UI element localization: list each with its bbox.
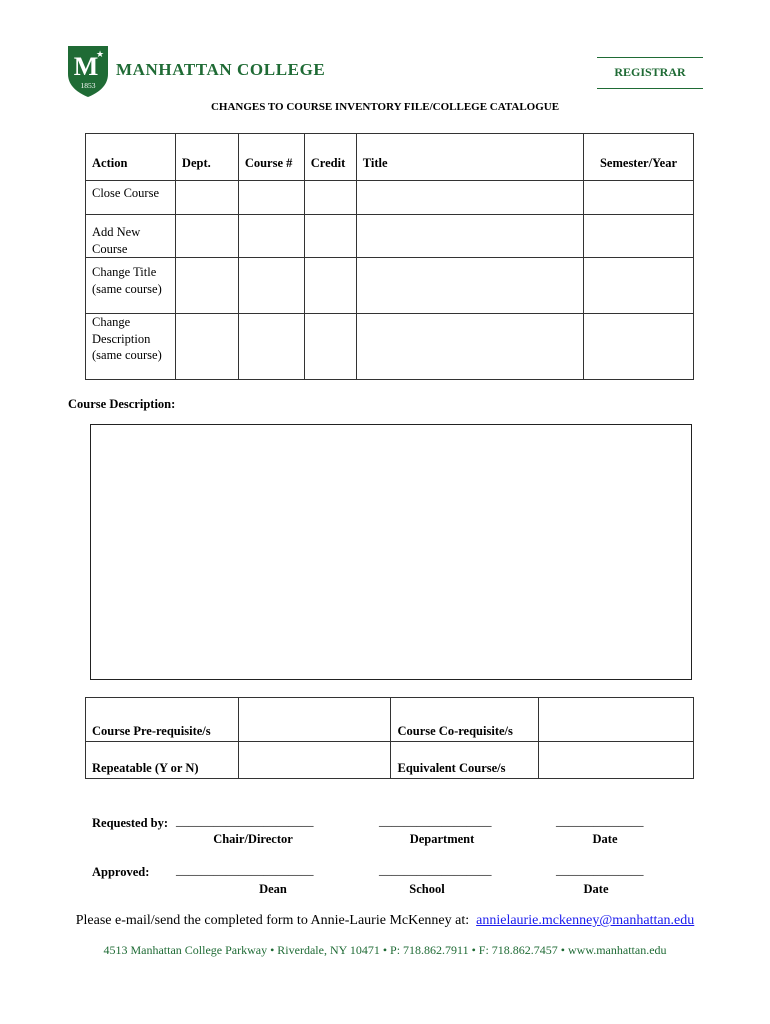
title-cell[interactable]: [356, 314, 583, 380]
requested-date-label: Date: [592, 832, 618, 846]
dept-cell[interactable]: [175, 215, 238, 258]
dept-cell[interactable]: [175, 258, 238, 314]
header-action: Action: [86, 134, 176, 181]
table-header-row: [86, 134, 694, 181]
course-number-cell[interactable]: [238, 258, 304, 314]
email-link[interactable]: annielaurie.mckenney@manhattan.edu: [476, 913, 695, 928]
title-cell[interactable]: [356, 181, 583, 215]
equivalent-course-input[interactable]: [539, 742, 694, 779]
course-number-cell[interactable]: [238, 181, 304, 215]
school-signature-line[interactable]: __________________: [379, 863, 492, 877]
logo-badge-year: 1853: [80, 81, 96, 90]
contact-text: Please e-mail/send the completed form to Annie-Laurie McKenney at:: [75, 913, 470, 928]
star-icon: ★: [95, 49, 105, 59]
action-add-new-course: Add New Course: [86, 215, 176, 258]
header-title: Title: [356, 134, 583, 181]
approved-date-line[interactable]: ______________: [556, 863, 644, 877]
course-description-input[interactable]: [90, 424, 692, 680]
course-number-cell[interactable]: [238, 314, 304, 380]
action-change-description: Change Description (same course): [86, 314, 176, 380]
dean-label: Dean: [259, 882, 287, 896]
course-number-cell[interactable]: [238, 215, 304, 258]
requisites-table: [85, 697, 694, 779]
action-close-course: Close Course: [86, 181, 176, 215]
corequisite-label: Course Co-requisite/s: [391, 698, 539, 742]
prerequisite-label: Course Pre-requisite/s: [86, 698, 239, 742]
semester-year-cell[interactable]: [584, 181, 694, 215]
title-cell[interactable]: [356, 258, 583, 314]
prerequisite-input[interactable]: [238, 698, 391, 742]
table-row: [86, 181, 694, 215]
shield-crest-icon: [66, 44, 110, 98]
equivalent-course-label: Equivalent Course/s: [391, 742, 539, 779]
action-change-title: Change Title (same course): [86, 258, 176, 314]
header-course-number: Course #: [238, 134, 304, 181]
semester-year-cell[interactable]: [584, 215, 694, 258]
contact-line: [0, 913, 770, 929]
approved-label: Approved:: [92, 865, 150, 879]
logo-badge-letter: M: [73, 52, 99, 81]
registrar-label: REGISTRAR: [614, 65, 686, 79]
corequisite-input[interactable]: [539, 698, 694, 742]
department-label: Department: [409, 832, 475, 846]
repeatable-input[interactable]: [238, 742, 391, 779]
table-row: [86, 258, 694, 314]
table-row: [86, 215, 694, 258]
table-row: [86, 742, 694, 779]
credit-cell[interactable]: [304, 181, 356, 215]
semester-year-cell[interactable]: [584, 258, 694, 314]
credit-cell[interactable]: [304, 215, 356, 258]
registrar-label-box: [597, 57, 703, 89]
approved-date-label: Date: [583, 882, 609, 896]
footer-address: 4513 Manhattan College Parkway • Riverdale, NY 10471 • P: 718.862.7911 • F: 718.862.7457 • www.manhattan.edu: [103, 943, 667, 957]
course-inventory-table: [85, 133, 694, 380]
manhattan-college-logo: [66, 44, 326, 100]
header-credit: Credit: [304, 134, 356, 181]
credit-cell[interactable]: [304, 314, 356, 380]
chair-director-signature-line[interactable]: ______________________: [176, 814, 314, 828]
title-cell[interactable]: [356, 215, 583, 258]
table-row: [86, 314, 694, 380]
credit-cell[interactable]: [304, 258, 356, 314]
logo-wordmark: MANHATTAN COLLEGE: [116, 60, 326, 79]
header-semester-year: Semester/Year: [584, 134, 694, 181]
semester-year-cell[interactable]: [584, 314, 694, 380]
requested-by-label: Requested by:: [92, 816, 169, 830]
form-title: CHANGES TO COURSE INVENTORY FILE/COLLEGE CATALOGUE: [210, 101, 560, 113]
requested-date-line[interactable]: ______________: [556, 814, 644, 828]
course-description-label: Course Description:: [68, 397, 176, 411]
department-signature-line[interactable]: __________________: [379, 814, 492, 828]
chair-director-label: Chair/Director: [213, 832, 293, 846]
dept-cell[interactable]: [175, 314, 238, 380]
school-label: School: [409, 882, 445, 896]
repeatable-label: Repeatable (Y or N): [86, 742, 239, 779]
dept-cell[interactable]: [175, 181, 238, 215]
table-row: [86, 698, 694, 742]
dean-signature-line[interactable]: ______________________: [176, 863, 314, 877]
header-dept: Dept.: [175, 134, 238, 181]
